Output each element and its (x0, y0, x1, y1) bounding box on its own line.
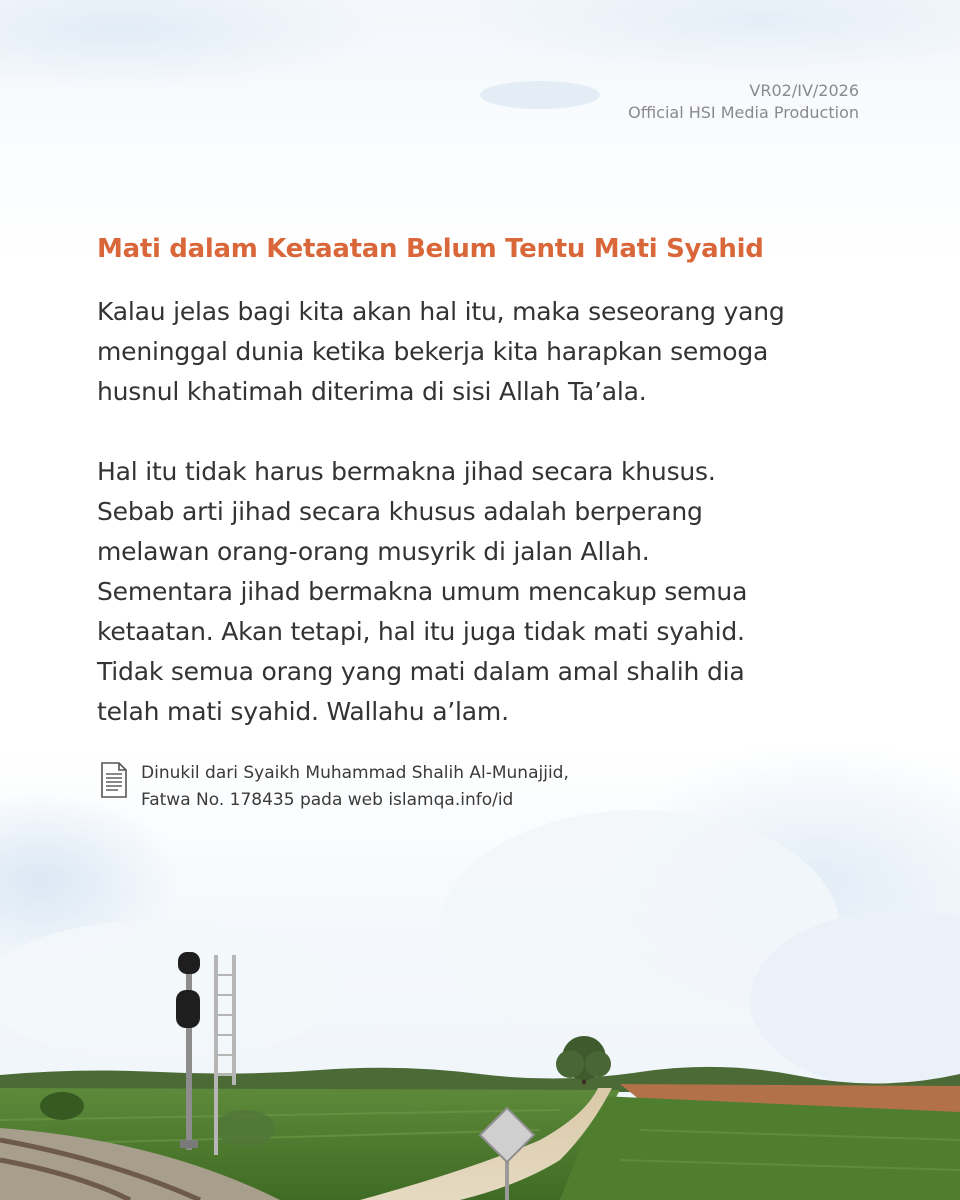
article-title: Mati dalam Ketaatan Belum Tentu Mati Syahid (97, 234, 764, 264)
paragraph-line: meninggal dunia ketika bekerja kita harapkan semoga (97, 337, 769, 366)
citation-text (141, 760, 569, 814)
bush (40, 1092, 84, 1120)
cloud (460, 0, 960, 75)
citation-line: Dinukil dari Syaikh Muhammad Shalih Al-Munajjid, (141, 763, 569, 783)
production-code: VR02/IV/2026 (749, 81, 859, 100)
paragraph-line: Tidak semua orang yang mati dalam amal shalih dia (97, 657, 745, 686)
paragraph-line: Kalau jelas bagi kita akan hal itu, maka seseorang yang (97, 297, 785, 326)
paragraph-line: Sementara jihad bermakna umum mencakup semua (97, 577, 748, 606)
cloud (0, 920, 340, 1060)
paragraph-2 (97, 452, 837, 732)
paragraph-line: Hal itu tidak harus bermakna jihad secara khusus. (97, 457, 716, 486)
citation-line: Fatwa No. 178435 pada web islamqa.info/id (141, 790, 514, 810)
header-meta (628, 80, 859, 124)
document-icon (100, 762, 128, 798)
cloud (480, 81, 600, 109)
paragraph-1 (97, 292, 837, 412)
producer-label: Official HSI Media Production (628, 103, 859, 122)
cloud (0, 0, 380, 90)
paragraph-line: melawan orang-orang musyrik di jalan Allah. (97, 537, 650, 566)
green-field-right (560, 1096, 960, 1200)
citation (100, 760, 569, 814)
paragraph-line: Sebab arti jihad secara khusus adalah berperang (97, 497, 703, 526)
bush (215, 1110, 275, 1146)
paragraph-line: telah mati syahid. Wallahu a’lam. (97, 697, 509, 726)
paragraph-line: husnul khatimah diterima di sisi Allah Ta’ala. (97, 377, 647, 406)
paragraph-line: ketaatan. Akan tetapi, hal itu juga tidak mati syahid. (97, 617, 745, 646)
